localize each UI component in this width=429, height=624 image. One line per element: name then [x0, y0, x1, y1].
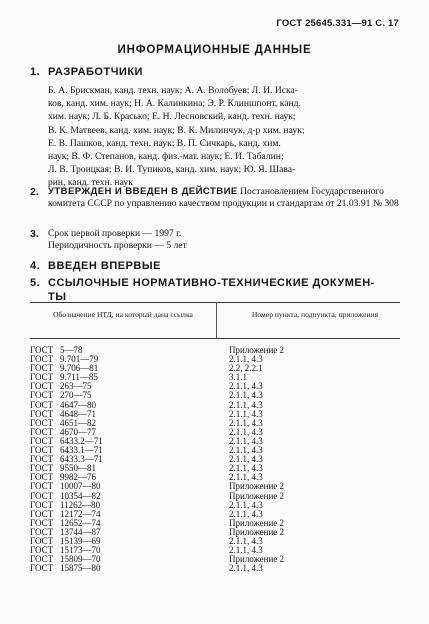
section-number: 1. — [30, 66, 41, 78]
section-number: 3. — [30, 228, 39, 240]
review-date: Срок первой проверки — 1997 г. — [48, 228, 182, 239]
gost-label: ГОСТ — [30, 499, 54, 510]
review-period: Периодичность проверки — 5 лет — [48, 240, 187, 252]
ntd-number: 13744—87 — [60, 526, 101, 537]
ntd-number: 11262—80 — [60, 499, 101, 510]
gost-label: ГОСТ — [30, 417, 54, 428]
ntd-number: 9982—76 — [60, 472, 96, 483]
section-number: 5. — [30, 277, 41, 289]
table-top-rule — [30, 302, 400, 303]
section-1-heading — [30, 66, 143, 78]
gost-label: ГОСТ — [30, 372, 54, 383]
table-column-divider — [216, 302, 217, 338]
section-3 — [30, 228, 400, 252]
gost-label: ГОСТ — [30, 481, 54, 492]
gost-label: ГОСТ — [30, 426, 54, 437]
gost-label: ГОСТ — [30, 563, 54, 574]
page-title: ИНФОРМАЦИОННЫЕ ДАННЫЕ — [117, 44, 312, 56]
section-label: ССЫЛОЧНЫЕ НОРМАТИВНО-ТЕХНИЧЕСКИЕ ДОКУМЕН- — [48, 277, 375, 289]
clause-reference: 2.1.1, 4.3 — [229, 435, 263, 446]
table-header-ntd: Обозначение НТД, на который дана ссылка — [53, 310, 193, 319]
gost-label: ГОСТ — [30, 381, 54, 392]
section-4-heading — [30, 260, 161, 272]
clause-reference: 2.1.1, 4.3 — [229, 535, 263, 546]
gost-label: ГОСТ — [30, 454, 54, 465]
section-number: 2. — [30, 186, 39, 198]
clause-reference: 2.1.1, 4.3 — [229, 354, 263, 365]
ntd-number: 15875—80 — [60, 563, 101, 574]
gost-label: ГОСТ — [30, 508, 54, 519]
gost-label: ГОСТ — [30, 363, 54, 374]
clause-reference: Приложение 2 — [229, 526, 285, 537]
section-2 — [30, 186, 400, 210]
clause-reference: 2.1.1, 4.3 — [229, 390, 263, 401]
ntd-number: 12652—74 — [60, 517, 101, 528]
gost-label: ГОСТ — [30, 472, 54, 483]
ntd-number: 6433.1—71 — [60, 445, 103, 456]
developers-line: Л. В. Троицкая; В. И. Тупиков, канд. хим. наук; Ю. Я. Шава- — [48, 164, 296, 176]
gost-label: ГОСТ — [30, 545, 54, 556]
clause-reference: 2.1.1, 4.3 — [229, 463, 263, 474]
clause-reference: Приложение 2 — [229, 490, 285, 501]
gost-label: ГОСТ — [30, 490, 54, 501]
gost-label: ГОСТ — [30, 526, 54, 537]
ntd-number: 9.711—85 — [60, 372, 98, 383]
developers-line: Б. А. Брискман, канд. техн. наук; А. А. Волобуев; Л. И. Иска- — [48, 85, 298, 96]
clause-reference: 2.1.1, 4.3 — [229, 454, 263, 465]
ntd-number: 270—75 — [60, 390, 92, 401]
gost-label: ГОСТ — [30, 345, 54, 355]
clause-reference: Приложение 2 — [229, 517, 285, 528]
section-5-heading — [30, 276, 375, 304]
ntd-number: 15173—70 — [60, 545, 101, 556]
gost-label: ГОСТ — [30, 408, 54, 419]
developers-line: Е. В. Пашков, канд. техн. наук; В. П. Сичкарь, канд. хим. — [48, 137, 281, 149]
clause-reference: 2.1.1, 4.3 — [229, 445, 263, 456]
section-number: 4. — [30, 260, 41, 272]
ntd-number: 4648—71 — [60, 408, 96, 419]
ntd-number: 263—75 — [60, 381, 92, 392]
clause-reference: 2.1.1, 4.3 — [229, 417, 263, 428]
ntd-number: 6433.2—71 — [60, 435, 103, 446]
gost-label: ГОСТ — [30, 435, 54, 446]
developers-line: рин, канд. техн. наук — [48, 177, 133, 189]
clause-reference: 2.1.1, 4.3 — [229, 408, 263, 419]
table-header-clause: Номер пункта, подпункта, приложения — [251, 310, 379, 319]
developers-line: наук; В. Ф. Степанов, канд. физ.-мат. наук; Е. И. Табалин; — [48, 151, 284, 163]
clause-reference: Приложение 2 — [229, 345, 285, 355]
developers-line: ков, канд. хим. наук; Н. А. Калинкина; Э. Р. Клиншпонт, канд. — [48, 98, 301, 110]
clause-reference: 2.1.1, 4.3 — [229, 399, 263, 410]
ntd-number: 9.701—79 — [60, 354, 99, 365]
section-label: РАЗРАБОТЧИКИ — [48, 66, 143, 78]
clause-reference: 2.1.1, 4.3 — [229, 499, 263, 510]
developers-line: хим. наук; Л. Б. Красько; Е. Н. Лесновский, канд. техн. наук; — [48, 111, 296, 123]
gost-label: ГОСТ — [30, 554, 54, 565]
clause-reference: 2.1.1, 4.3 — [229, 545, 263, 556]
clause-reference: 2.2, 2.2.1 — [229, 363, 263, 374]
ntd-number: 4670—77 — [60, 426, 96, 437]
gost-label: ГОСТ — [30, 445, 54, 456]
page-header: ГОСТ 25645.331—91 С. 17 — [276, 18, 399, 29]
ntd-number: 9.706—81 — [60, 363, 99, 374]
clause-reference: 2.1.1, 4.3 — [229, 472, 263, 483]
gost-label: ГОСТ — [30, 517, 54, 528]
gost-label: ГОСТ — [30, 390, 54, 401]
section-label-cont: ТЫ — [48, 291, 67, 303]
ntd-number: 10354—82 — [60, 490, 101, 501]
clause-reference: 2.1.1, 4.3 — [229, 508, 263, 519]
developers-list — [48, 84, 398, 190]
clause-reference: Приложение 2 — [229, 554, 285, 565]
gost-label: ГОСТ — [30, 399, 54, 410]
clause-reference: 2.1.1, 4.3 — [229, 426, 263, 437]
clause-reference: 2.1.1, 4.3 — [229, 563, 263, 574]
ntd-number: 15139—69 — [60, 535, 101, 546]
gost-label: ГОСТ — [30, 535, 54, 546]
ntd-number: 10007—80 — [60, 481, 101, 492]
clause-reference: 2.1.1, 4.3 — [229, 381, 263, 392]
section-label: ВВЕДЕН ВПЕРВЫЕ — [48, 260, 161, 272]
section-2-text: Постановлением Государственного комитета СССР по управлению качеством продукции и стандартам от 21.03.91 № 308 — [48, 186, 399, 210]
ntd-number: 15809—70 — [60, 554, 101, 565]
ntd-number: 12172—74 — [60, 508, 101, 519]
gost-label: ГОСТ — [30, 354, 54, 365]
developers-line: В. К. Матвеев, канд. хим. наук; В. К. Милинчук, д-р хим. наук; — [48, 124, 305, 136]
ntd-number: 9550—81 — [60, 463, 96, 474]
gost-label: ГОСТ — [30, 463, 54, 474]
ntd-number: 4647—80 — [60, 399, 96, 410]
ntd-number: 4651—82 — [60, 417, 96, 428]
clause-reference: 3.1.1 — [229, 372, 247, 383]
clause-reference: Приложение 2 — [229, 481, 285, 492]
table-header-rule — [30, 338, 400, 339]
ntd-number: 6433.3—71 — [60, 454, 103, 465]
section-2-bold: УТВЕРЖДЕН И ВВЕДЕН В ДЕЙСТВИЕ — [48, 186, 238, 197]
ntd-number: 5—78 — [60, 345, 83, 355]
